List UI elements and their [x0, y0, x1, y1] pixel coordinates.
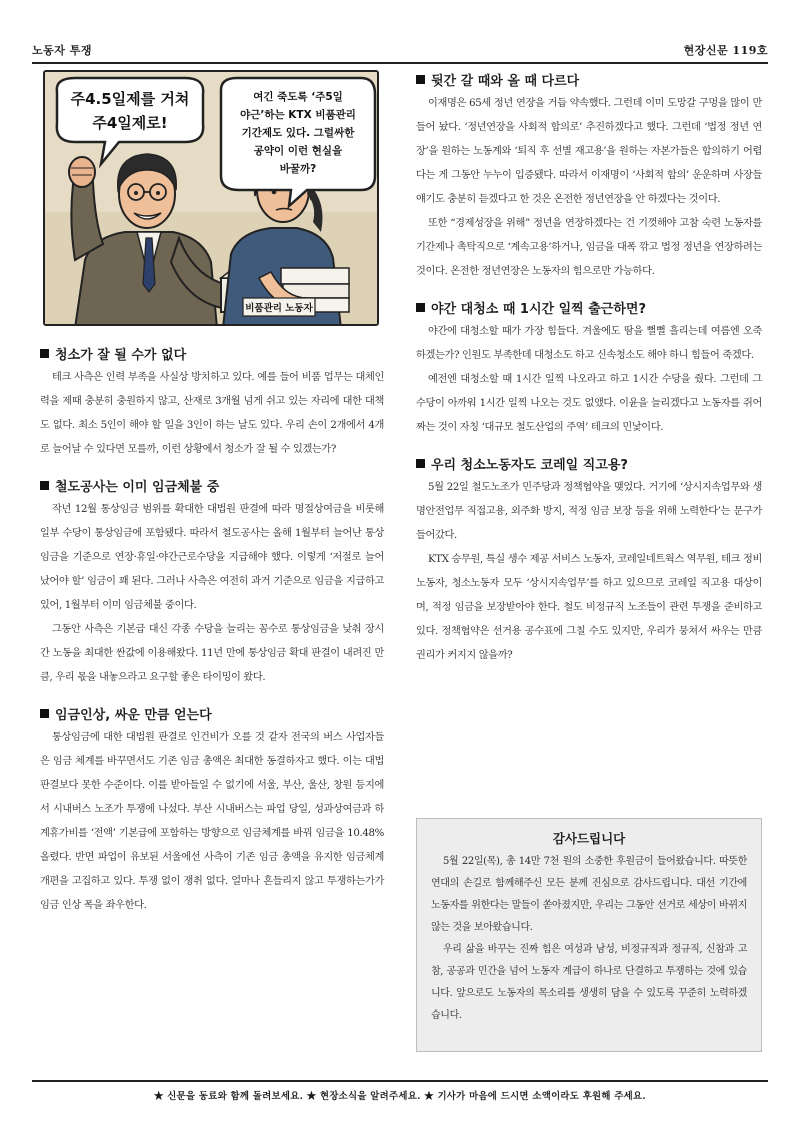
- section-title: 노동자 투쟁: [32, 44, 92, 57]
- bullet-square-icon: [416, 75, 425, 84]
- article-title: 임금인상, 싸운 만큼 얻는다: [40, 704, 384, 723]
- article-paragraph: 예전엔 대청소할 때 1시간 일찍 나오라고 하고 1시간 수당을 줬다. 그런데 그 수당이 아까워 1시간 일찍 나오는 것도 없앴다. 이윤을 늘리겠다고 노동자를 쥐어짜는 것이 자칭 ‘대규모 철도산업의 주역’ 테크의 민낯이다.: [416, 374, 762, 433]
- article-direct-employment: [416, 454, 762, 668]
- cartoon-illustration: [43, 70, 379, 326]
- article-paragraph: 또한 “경제성장을 위해” 정년을 연장하겠다는 건 기껏해야 고참 숙련 노동자를 기간제나 촉탁직으로 ‘계속고용’하거나, 임금을 대폭 깎고 법정 정년을 연장하려는 것이다. 온전한 정년연장은 노동자의 힘으로만 가능하다.: [416, 218, 762, 277]
- bubble-right-line4: 공약이 이런 현실을: [253, 145, 343, 157]
- article-night-cleaning: [416, 298, 762, 440]
- thanks-title: 감사드립니다: [552, 831, 626, 846]
- worker-label: 비품관리 노동자: [245, 303, 313, 314]
- bullet-square-icon: [40, 349, 49, 358]
- bubble-right-line1: 여긴 죽도록 ‘주5일: [253, 91, 343, 103]
- page-header: [32, 42, 768, 64]
- article-title: 청소가 잘 될 수가 없다: [40, 344, 384, 363]
- article-paragraph: 야간에 대청소할 때가 가장 힘들다. 겨울에도 땀을 뻘뻘 흘리는데 여름엔 오죽하겠는가? 인원도 부족한데 대청소도 하고 신속청소도 해야 하니 힘들어 죽겠다.: [416, 326, 762, 361]
- article-paragraph: 이재명은 65세 정년 연장을 거듭 약속했다. 그런데 이미 도망갈 구멍을 많이 만들어 놨다. ‘정년연장을 사회적 합의로’ 추진하겠다고 했다. 그런데 ‘법정 정년 연장’을 원하는 노동계와 ‘퇴직 후 선별 재고용’을 원하는 자본가들은 합의하기 어렵다는 게 그동안 누누이 입증됐다. 따라서 이재명이 ‘사회적 합의’ 운운하며 사장들 얘기도 충분히 듣겠다고 한 것은 온전한 정년연장을 안 하겠다는 것이다.: [416, 98, 762, 205]
- article-title: 뒷간 갈 때와 올 때 다르다: [416, 70, 762, 89]
- article-paragraph: 테크 사측은 인력 부족을 사실상 방치하고 있다. 예를 들어 비품 업무는 대체인력을 제때 충분히 충원하지 않고, 산재로 3개월 넘게 쉬고 있는 자리에 대한 대책도 없다. 최소 5인이 해야 할 일을 3인이 하는 날도 있다. 우리 손이 2개에서 4개로 늘어날 수 있다면 모를까, 이런 상황에서 청소가 잘 될 수 있겠는가?: [40, 372, 384, 455]
- article-wage-arrears: [40, 476, 384, 690]
- article-paragraph: 통상임금에 대한 대법원 판결로 인건비가 오를 것 같자 전국의 버스 사업자들은 임금 체계를 바꾸면서도 기존 임금 총액은 최대한 동결하자고 했다. 이는 대법 판결보다 못한 수준이다. 이를 받아들일 수 없기에 서울, 부산, 울산, 창원 등지에서 시내버스 노조가 투쟁에 나섰다. 부산 시내버스는 파업 당일, 성과상여금과 하계휴가비를 ‘전액’ 기본급에 포함하는 방향으로 임금체계를 바꿔 임금을 10.48% 올렸다. 반면 파업이 유보된 서울에선 사측이 기존 임금 총액을 유지한 임금체계 개편을 고집하고 있다. 투쟁 없이 쟁취 없다. 얼마나 흔들리지 않고 투쟁하는가가 임금 인상 폭을 좌우한다.: [40, 732, 384, 911]
- bubble-left-line1: 주4.5일제를 거쳐: [70, 90, 190, 108]
- bubble-left-line2: 주4일제로!: [92, 114, 168, 132]
- article-title: 철도공사는 이미 임금체불 중: [40, 476, 384, 495]
- thanks-box: [416, 818, 762, 1052]
- bubble-right-line5: 바꿀까?: [279, 163, 317, 175]
- article-paragraph: 그동안 사측은 기본급 대신 각종 수당을 늘리는 꼼수로 통상임금을 낮춰 장시간 노동을 최대한 싼값에 이용해왔다. 11년 만에 통상임금 확대 판결이 내려진 만큼, 우리 몫을 내놓으라고 요구할 좋은 타이밍이 왔다.: [40, 624, 384, 683]
- bubble-right-line2: 야근’하는 KTX 비품관리: [240, 109, 356, 121]
- right-column: [416, 70, 762, 682]
- page-footer: ★ 신문을 동료와 함께 돌려보세요. ★ 현장소식을 알려주세요. ★ 기사가 마음에 드시면 소액이라도 후원해 주세요.: [32, 1080, 768, 1102]
- article-cleaning: [40, 344, 384, 462]
- issue-number: 현장신문 119호: [683, 44, 768, 57]
- article-paragraph: 작년 12월 통상임금 범위를 확대한 대법원 판결에 따라 명절상여금을 비롯해 일부 수당이 통상임금에 포함됐다. 따라서 철도공사는 올해 1월부터 늘어난 통상임금을 기준으로 연장·휴일·야간근로수당을 지급해야 했다. 이렇게 ‘저절로 늘어났어야 할’ 임금이 꽤 된다. 그러나 사측은 여전히 과거 기준으로 임금을 지급하고 있어, 1월부터 이미 임금체불 중이다.: [40, 504, 384, 611]
- article-title: 야간 대청소 때 1시간 일찍 출근하면?: [416, 298, 762, 317]
- bullet-square-icon: [40, 481, 49, 490]
- thanks-paragraph: 우리 삶을 바꾸는 진짜 힘은 여성과 남성, 비정규직과 정규직, 신참과 고참, 공공과 민간을 넘어 노동자 계급이 하나로 단결하고 투쟁하는 것에 있습니다. 앞으로도 노동자의 목소리를 생생히 담을 수 있도록 꾸준히 노력하겠습니다.: [431, 944, 747, 1021]
- article-paragraph: 5월 22일 철도노조가 민주당과 정책협약을 맺었다. 거기에 ‘상시지속업무와 생명안전업무 직접고용, 외주화 방지, 적정 임금 보장 등을 위해 노력한다’는 문구가 들어갔다.: [416, 482, 762, 541]
- bubble-right-line3: 기간제도 있다. 그럴싸한: [241, 127, 355, 139]
- left-column: [40, 70, 384, 932]
- article-paragraph: KTX 승무원, 특실 생수 제공 서비스 노동자, 코레일네트웍스 역무원, 테크 정비 노동자, 청소노동자 모두 ‘상시지속업무’를 하고 있으므로 코레일 직고용 대상이며, 적정 임금을 보장받아야 한다. 철도 비정규직 노조들이 관련 투쟁을 준비하고 있다. 정책협약은 선거용 공수표에 그칠 수도 있지만, 우리가 뭉쳐서 싸우는 만큼 권리가 커지지 않을까?: [416, 554, 762, 661]
- article-retirement: [416, 70, 762, 284]
- thanks-paragraph: 5월 22일(목), 총 14만 7천 원의 소중한 후원금이 들어왔습니다. 따뜻한 연대의 손길로 함께해주신 모든 분께 진심으로 감사드립니다. 대선 기간에 노동자를 위한다는 말들이 쏟아졌지만, 우리는 그동안 선거로 세상이 바뀌지 않는 것을 보아왔습니다.: [431, 856, 747, 933]
- article-wage-increase: [40, 704, 384, 918]
- bullet-square-icon: [416, 303, 425, 312]
- bullet-square-icon: [416, 459, 425, 468]
- article-title: 우리 청소노동자도 코레일 직고용?: [416, 454, 762, 473]
- bullet-square-icon: [40, 709, 49, 718]
